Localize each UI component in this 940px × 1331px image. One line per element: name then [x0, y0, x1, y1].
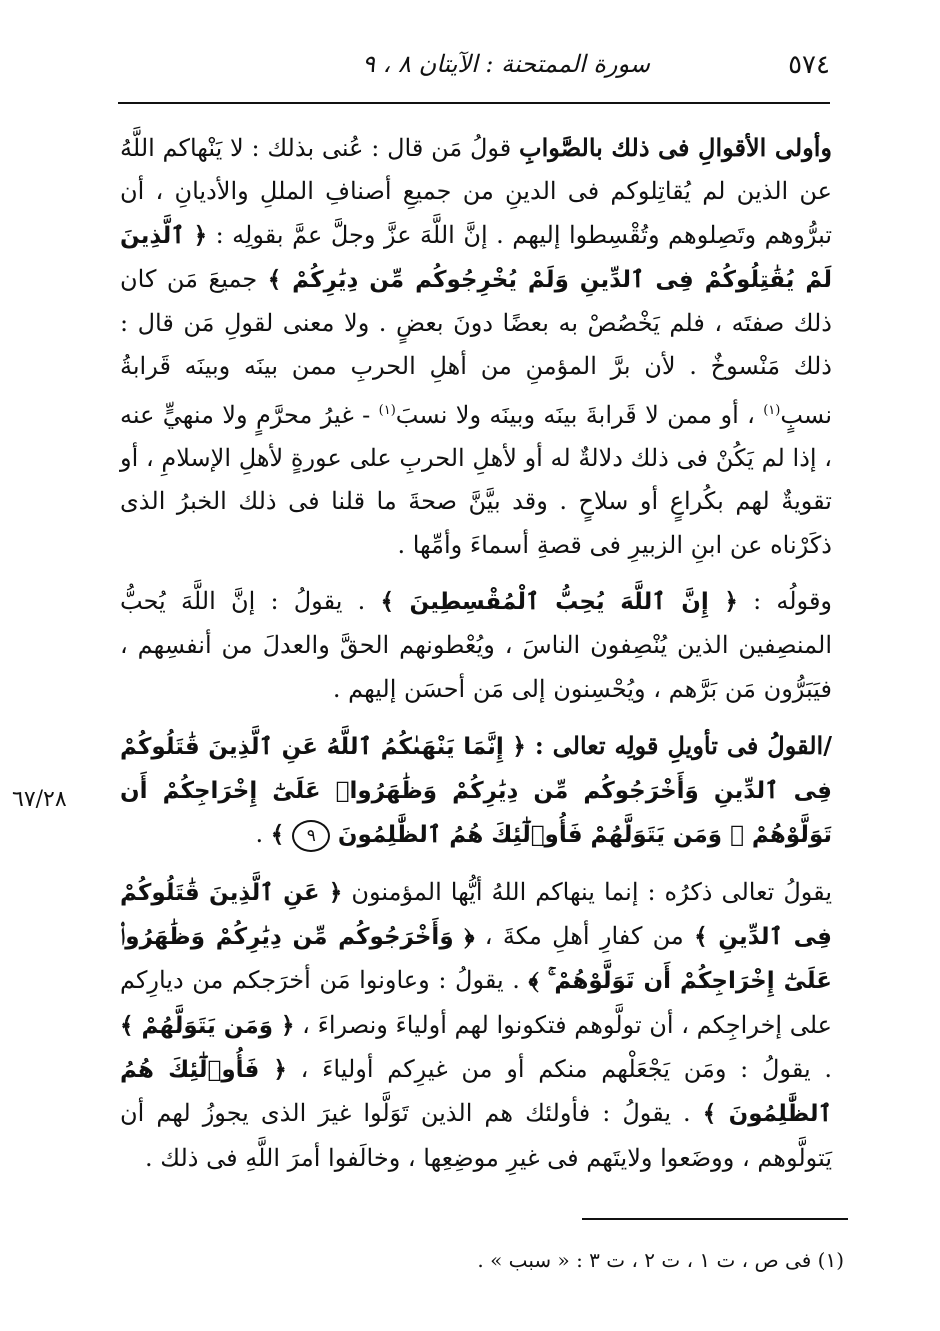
- paragraph-text: .: [255, 820, 271, 849]
- paragraph-text: . يقولُ : فأولئك هم الذين تَوَلَّوا غيرَ الذى يجوزُ لهم أن يَتولَّوهم ، ووضَعوا ولايتَهم فى غيرِ موضِعِها ، وخالَفوا أمرَ اللَّهِ فى ذلك .: [120, 1099, 832, 1172]
- ayah-number-marker: ٩: [292, 820, 330, 852]
- paragraph-1: [120, 126, 832, 567]
- margin-reference: ٦٧/٢٨: [12, 787, 67, 812]
- paragraph-text: يقولُ تعالى ذكرُه : إنما ينهاكم اللهُ أيُّها المؤمنون: [342, 877, 833, 906]
- paragraph-text: من كفارِ أهلِ مكةَ ،: [474, 922, 695, 951]
- paragraph-text: . يقولُ : وعاونوا مَن أخرَجكم من ديارِكم على إخراجِكم ، أن تولَّوهم فتكونوا لهم أولياءَ ونصراءَ ،: [120, 966, 833, 1039]
- bold-lead: وأولى الأقوالِ فى ذلك بالصَّوابِ: [519, 133, 832, 162]
- paragraph-text: - غيرُ محرَّمٍ ولا منهيٍّ عنه ، إذا لم يَكُنْ فى ذلك دلالةٌ له أو لأهلِ الحربِ على عورةٍ لأهلِ الإسلامِ ، أو تقويةٌ لهم بكُراعٍ أو سلاحٍ . وقد بيَّنَّ صحةَ ما قلنا فى ذلك الخبرُ الذى ذكَرْناه عن ابنِ الزبيرِ فى قصةِ أسماءَ وأمِّها .: [120, 400, 832, 559]
- section-heading: /القولُ فى تأويلِ قولِه تعالى :: [525, 730, 832, 760]
- paragraph-2: [120, 580, 832, 711]
- quran-quote: ﴿ عَنِ ٱلَّذِينَ قَٰتَلُوكُمْ فِى ٱلدِّينِ ﴾: [120, 879, 832, 951]
- quran-close: ﴾: [270, 822, 293, 849]
- page-body: [120, 126, 832, 1180]
- quran-quote: ﴿ إِنَّ ٱللَّهَ يُحِبُّ ٱلْمُقْسِطِينَ ﴾: [380, 588, 738, 615]
- paragraph-text: وقولُه :: [737, 586, 833, 615]
- footnote-ref: (١): [378, 402, 396, 418]
- paragraph-text: جميعَ مَن كان ذلك صفتَه ، فلم يَخْصُصْ به بعضًا دونَ بعضٍ . ولا معنى لقولِ مَن قال : ذلك مَنْسوخٌ . لأن برَّ المؤمنِ من أهلِ الحربِ ممن بينَه وبينَه قَرابةُ نسبٍ: [120, 264, 832, 429]
- header-rule: [118, 102, 830, 104]
- quran-quote: ﴿ وَمَن يَتَوَلَّهُمْ ﴾: [120, 1012, 295, 1039]
- paragraph-text: . يقولُ : إنَّ اللَّهَ يُحبُّ المنصِفين الذين يُنْصِفون الناسَ ، ويُعْطونهم الحقَّ والعدلَ من أنفسِهم ، فيَبَرُّون مَن بَرَّهم ، ويُحْسِنون إلى مَن أحسَن إليهم .: [120, 586, 832, 703]
- quran-quote: ﴿ ٱلَّذِينَ لَمْ يُقَٰتِلُوكُمْ فِى ٱلدِّينِ وَلَمْ يُخْرِجُوكُم مِّن دِيَٰرِكُمْ ﴾: [120, 222, 833, 293]
- footnote: (١) فى ص ، ت ١ ، ت ٢ ، ت ٣ : « سبب » .: [477, 1248, 844, 1272]
- quran-quote: ﴿ إِنَّمَا يَنْهَىٰكُمُ ٱللَّهُ عَنِ ٱلَّذِينَ قَٰتَلُوكُمْ فِى ٱلدِّينِ وَأَخْرَجُوكُم مِّن دِيَٰرِكُمْ وَظَٰهَرُوا۟ عَلَىٰٓ إِخْرَاجِكُمْ أَن تَوَلَّوْهُمْ ۚ وَمَن يَتَوَلَّهُمْ فَأُو۟لَٰٓئِكَ هُمُ ٱلظَّٰلِمُونَ: [120, 733, 832, 849]
- quran-quote: ﴿ وَأَخْرَجُوكُم مِّن دِيَٰرِكُمْ وَظَٰهَرُوا۟ عَلَىٰٓ إِخْرَاجِكُمْ أَن تَوَلَّوْهُمْ ۚ ﴾: [120, 924, 832, 995]
- paragraph-text: قولُ مَن قال : عُنى بذلك : لا يَنْهاكم اللَّهُ عن الذين لم يُقاتِلوكم فى الدينِ من جميعِ أصنافِ المللِ والأديانِ ، أن تبرُّوهم وتَصِلوهم وتُقْسِطوا إليهم . إنَّ اللَّهَ عزَّ وجلَّ عمَّ بقولِه :: [120, 134, 832, 249]
- paragraph-4: [120, 871, 832, 1180]
- footnote-rule: [582, 1218, 848, 1220]
- page-number: ٥٧٤: [788, 50, 830, 80]
- page-header: [120, 50, 830, 90]
- running-title: سورة الممتحنة : الآيتان ٨ ، ٩: [362, 50, 650, 78]
- paragraph-text: . يقولُ : ومَن يَجْعَلْهم منكم أو من غيرِكم أولياءَ ،: [286, 1054, 832, 1083]
- paragraph-text: ، أو ممن لا قَرابةَ بينَه وبينَه ولا نسبَ: [395, 400, 764, 429]
- footnote-ref: (١): [763, 402, 781, 418]
- paragraph-3: [120, 724, 832, 858]
- quran-quote: ﴿ فَأُو۟لَٰٓئِكَ هُمُ ٱلظَّٰلِمُونَ ﴾: [120, 1056, 832, 1128]
